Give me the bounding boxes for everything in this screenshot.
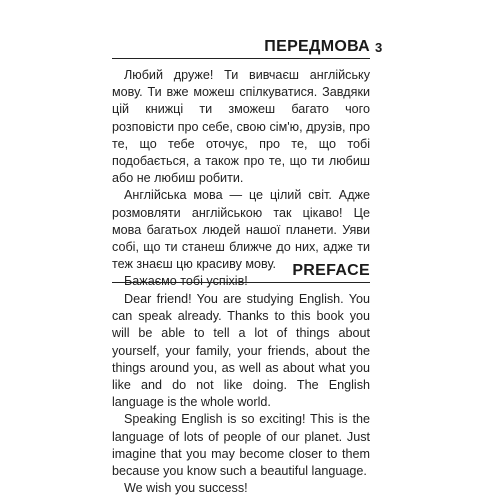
section-heading-english: PREFACE <box>112 262 370 283</box>
paragraph: Speaking English is so exciting! This is the language of lots of people of our planet. Just imagine that you may become closer to them because you know such a beautiful language. <box>112 412 370 479</box>
section-ukrainian-preface <box>112 38 370 291</box>
section-heading-ukrainian: ПЕРЕДМОВА <box>112 38 370 59</box>
page-number: 3 <box>375 40 383 55</box>
paragraph: Англійська мова — це цілий світ. Адже розмовляти англійською так цікаво! Це мова багатьох людей нашої планети. Уяви собі, що ти станеш ближче до них, адже ти теж знаєш цю красиву мову. <box>112 188 370 272</box>
paragraph: We wish you success! <box>124 481 248 496</box>
section-body-english <box>112 291 370 497</box>
paragraph: Любий друже! Ти вивчаєш англійську мову. Ти вже можеш спілкуватися. Завдяки цій книжці ти зможеш багато чого розповісти про себе, свою сім'ю, друзів, про те, що тебе оточує, про те, що тобі подобається, а також про те, що ти любиш або не любиш робити. <box>112 68 370 186</box>
paragraph: Dear friend! You are studying English. You can speak already. Thanks to this book you will be able to tell a lot of things about yourself, your family, your friends, about the things around you, as well as about what you like and do not like doing. The English language is the whole world. <box>112 292 370 410</box>
section-body-ukrainian <box>112 67 370 291</box>
paragraph: Бажаємо тобі успіхів! <box>124 274 248 289</box>
section-english-preface <box>112 262 370 497</box>
